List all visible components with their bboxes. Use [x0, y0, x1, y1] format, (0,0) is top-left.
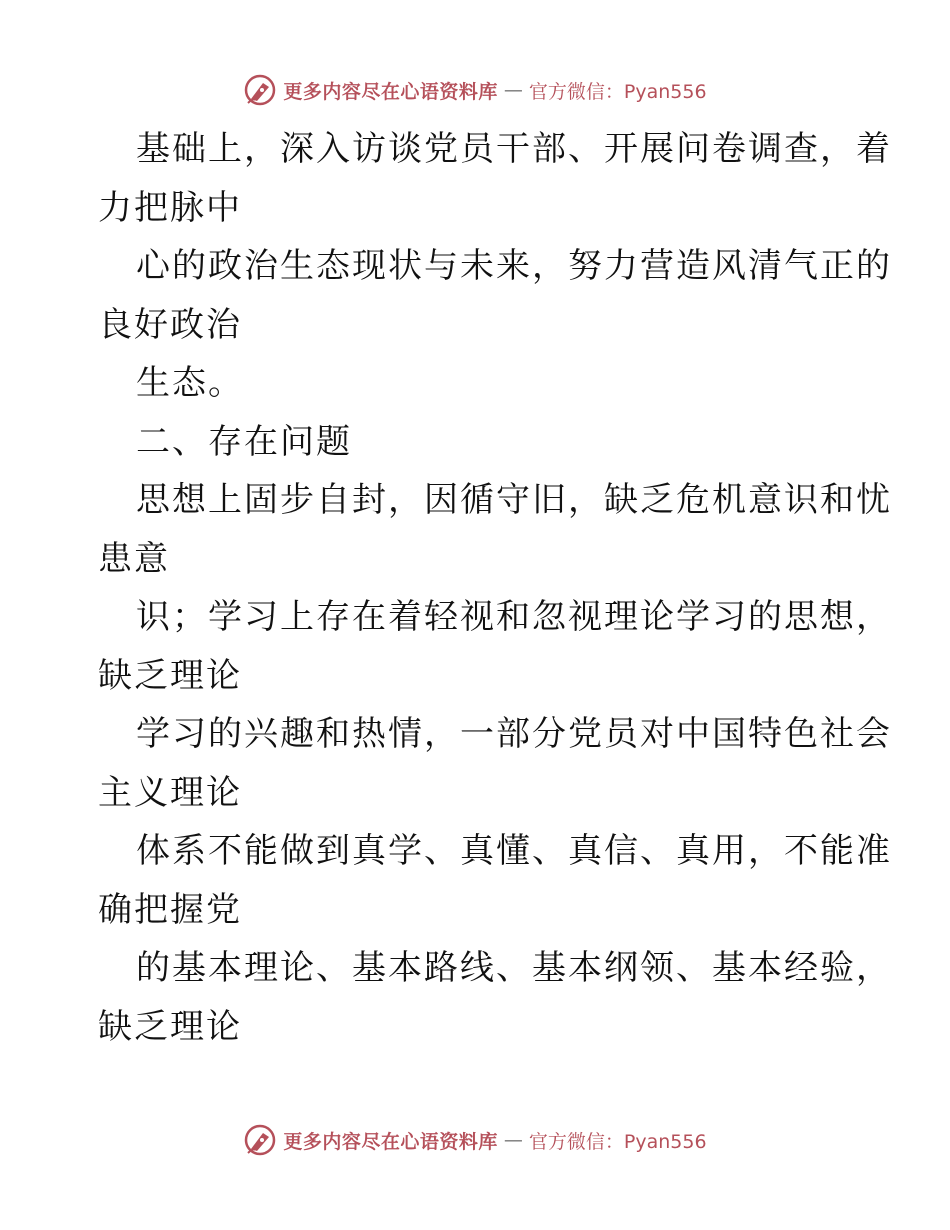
section-heading: 二、存在问题 — [136, 421, 352, 462]
body-line: 患意 — [98, 538, 170, 579]
header-wechat-text: 官方微信：Pyan556 — [528, 80, 707, 103]
header-site-text: 更多内容尽在心语资料库 — [283, 80, 498, 103]
body-line: 主义理论 — [98, 772, 242, 813]
pen-nib-logo-icon — [243, 73, 277, 107]
body-line: 识；学习上存在着轻视和忽视理论学习的思想， — [136, 597, 892, 637]
header-separator: — — [503, 79, 523, 101]
body-line: 学习的兴趣和热情，一部分党员对中国特色社会 — [136, 714, 892, 754]
body-line: 力把脉中 — [98, 187, 242, 228]
pen-nib-logo-icon — [243, 1123, 277, 1157]
document-body — [98, 120, 892, 1056]
body-line: 思想上固步自封，因循守旧，缺乏危机意识和忧 — [136, 480, 892, 520]
body-line: 基础上，深入访谈党员干部、开展问卷调查，着 — [136, 129, 892, 169]
body-line: 体系不能做到真学、真懂、真信、真用，不能准 — [136, 831, 892, 871]
body-line: 的基本理论、基本路线、基本纲领、基本经验， — [136, 948, 892, 988]
footer-banner — [0, 1120, 950, 1160]
body-line: 缺乏理论 — [98, 655, 242, 696]
body-line: 缺乏理论 — [98, 1006, 242, 1047]
body-line: 生态。 — [136, 363, 244, 403]
body-line: 心的政治生态现状与未来，努力营造风清气正的 — [136, 246, 892, 286]
body-line: 良好政治 — [98, 304, 242, 345]
footer-site-text: 更多内容尽在心语资料库 — [283, 1130, 498, 1153]
body-line: 确把握党 — [98, 889, 242, 930]
header-banner — [0, 70, 950, 110]
footer-separator: — — [503, 1129, 523, 1151]
footer-wechat-text: 官方微信：Pyan556 — [528, 1130, 707, 1153]
